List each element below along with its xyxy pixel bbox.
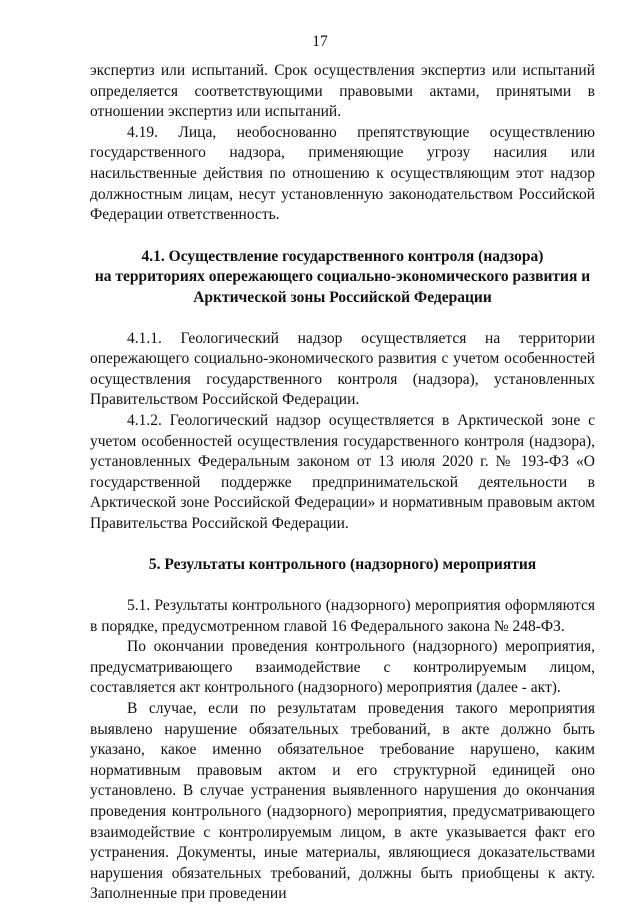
paragraph-4-1-1: 4.1.1. Геологический надзор осуществляется на территории опережающего социально-экономического развития с учетом особенностей осуществления государственного контроля (надзора), установленных Правительством Российской Федерации. [90, 329, 595, 409]
paragraph-act: По окончании проведения контрольного (надзорного) мероприятия, предусматривающего взаимодействие с контролируемым лицом, составляется акт контрольного (надзорного) мероприятия (далее - акт). [90, 638, 595, 697]
section-heading-5: 5. Результаты контрольного (надзорного) мероприятия [148, 556, 537, 574]
paragraph-5-1: 5.1. Результаты контрольного (надзорного) мероприятия оформляются в порядке, предусмотренном главой 16 Федерального закона № 248-ФЗ. [90, 597, 595, 635]
section-heading-4-1 [90, 247, 595, 309]
paragraph-continued: экспертиз или испытаний. Срок осуществления экспертиз или испытаний определяется соответствующими правовыми актами, принятыми в отношении экспертиз или испытаний. [90, 62, 595, 121]
paragraph-4-19: 4.19. Лица, необоснованно препятствующие осуществлению государственного надзора, применяющие угрозу насилия или насильственные действия по отношению к осуществляющим этот надзор должностным лицам, несут установленную законодательством Российской Федерации ответственность. [90, 123, 595, 224]
paragraph-4-1-2: 4.1.2. Геологический надзор осуществляется в Арктической зоне с учетом особенностей осуществления государственного контроля (надзора), установленных Федеральным законом от 13 июля 2020 г. № 193-ФЗ «О государственной поддержке предпринимательской деятельности в Арктической зоне Российской Федерации» и нормативным правовым актом Правительства Российской Федерации. [90, 411, 595, 532]
section-heading-line: Арктической зоны Российской Федерации [193, 288, 492, 306]
section-heading-line: на территориях опережающего социально-экономического развития и [94, 268, 591, 286]
spacer [90, 309, 595, 329]
spacer [90, 534, 595, 555]
document-body [90, 61, 595, 905]
page-number: 17 [312, 33, 328, 50]
section-heading-line: 4.1. Осуществление государственного контроля (надзора) [141, 247, 544, 265]
spacer [90, 576, 595, 596]
paragraph-violation: В случае, если по результатам проведения такого мероприятия выявлено нарушение обязательных требований, в акте должно быть указано, какое именно обязательное требование нарушено, каким нормативным правовым актом и его структурной единицей оно установлено. В случае устранения выявленного нарушения до окончания проведения контрольного (надзорного) мероприятия, предусматривающего взаимодействие с контролируемым лицом, в акте указывается факт его устранения. Документы, иные материалы, являющиеся доказательствами нарушения обязательных требований, должны быть приобщены к акту. Заполненные при проведении [90, 700, 595, 903]
spacer [90, 226, 595, 247]
